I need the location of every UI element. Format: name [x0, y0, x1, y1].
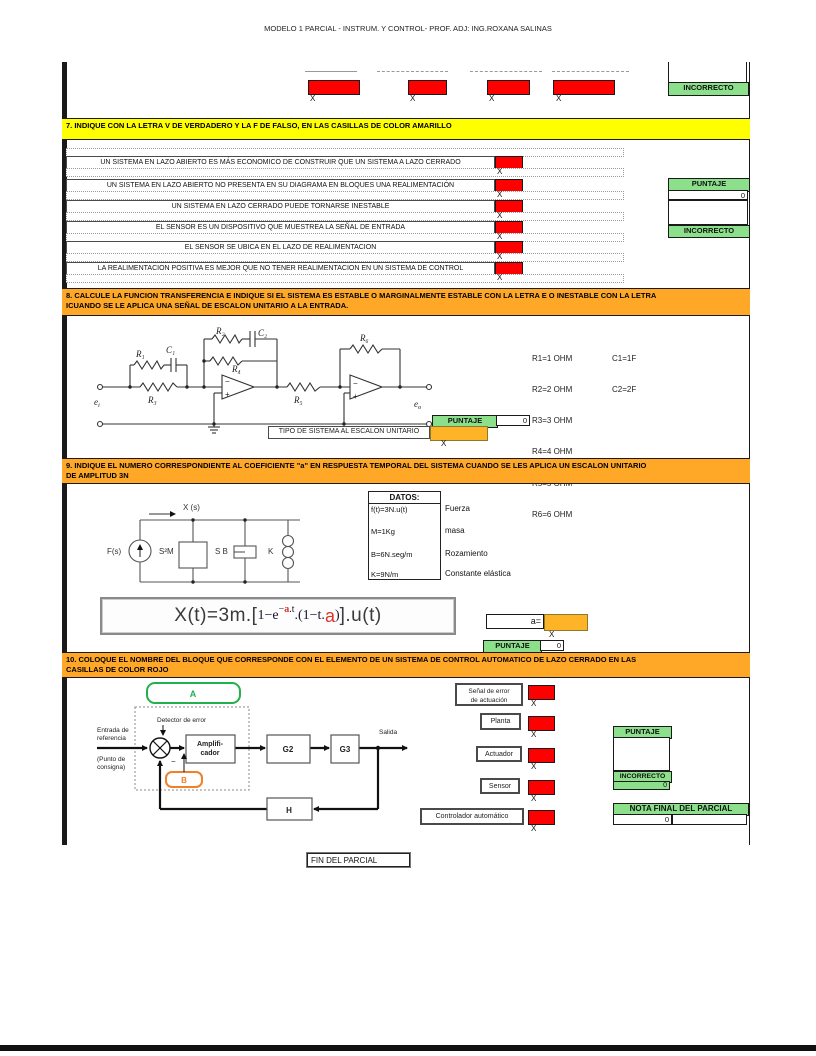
dato-value: B=6N.seg/m [371, 550, 413, 559]
answer-box-red[interactable] [528, 716, 555, 731]
nota-final-value: 0 [613, 814, 672, 825]
q8-banner-line2: ICUANDO SE LE APLICA UNA SEÑAL DE ESCALON UNITARIO A LA ENTRADA. [66, 301, 349, 310]
page-title: MODELO 1 PARCIAL - INSTRUM. Y CONTROL- PROF. ADJ: ING.ROXANA SALINAS [264, 24, 552, 33]
dato-desc: Fuerza [445, 504, 470, 513]
block-a-label: A [189, 689, 197, 699]
spacer-row [66, 191, 624, 200]
salida-label: Salida [379, 729, 398, 736]
r4-label: R₄ [232, 364, 241, 374]
feedback-minus-icon: − [171, 757, 176, 766]
puntaje-label: PUNTAJE [432, 415, 498, 428]
formula-exponent: −a.t [278, 603, 295, 615]
opamp-circuit-diagram [92, 327, 437, 439]
x-mark: X [310, 94, 316, 103]
answer-box-red[interactable] [528, 780, 555, 795]
datos-table [368, 491, 441, 580]
spacer-row [66, 253, 624, 262]
opamp1-plus-icon: + [225, 390, 230, 399]
answer-box-orange[interactable] [430, 426, 488, 441]
incorrecto-value: 0 [613, 781, 670, 790]
tipo-sistema-label: TIPO DE SISTEMA AL ESCALON UNITARIO [268, 426, 430, 439]
opamp1-minus-icon: − [225, 377, 230, 386]
c1-label: C₁ [166, 345, 176, 355]
divider [746, 62, 747, 82]
amplificador-label-line1: Amplifi- [196, 741, 224, 748]
formula-seg4: ].u(t) [339, 605, 382, 626]
fin-del-parcial-label: FIN DEL PARCIAL [307, 853, 410, 867]
mass-label: S²M [159, 547, 174, 556]
nota-final-label: NOTA FINAL DEL PARCIAL [613, 803, 749, 816]
xs-label: X (s) [183, 503, 200, 512]
dato-value: K=9N/m [371, 570, 399, 579]
x-mark: X [531, 730, 537, 739]
x-mark: X [531, 699, 537, 708]
statement-text: UN SISTEMA EN LAZO ABIERTO NO PRESENTA EN SU DIAGRAMA EN BLOQUES UNA REALIMENTACIÓN [66, 179, 495, 193]
puntaje-label: PUNTAJE [668, 178, 750, 192]
x-mark: X [531, 824, 537, 833]
dato-value: M=1Kg [371, 527, 395, 536]
formula-coefficient-a: a [324, 605, 335, 626]
r1-label: R₁ [136, 349, 145, 359]
opamp2-plus-icon: + [353, 392, 358, 401]
answer-box-red[interactable] [528, 810, 555, 825]
response-formula [100, 597, 456, 635]
x-mark: X [497, 211, 503, 220]
divider [305, 71, 357, 72]
spring-label: K [268, 547, 274, 556]
empty-cell [672, 814, 747, 825]
spacer-row [66, 274, 624, 283]
option-label: Planta [480, 713, 521, 730]
answer-box-red[interactable] [553, 80, 615, 95]
c2-label: C₂ [258, 328, 268, 338]
formula-seg3: .(1−t. [294, 608, 325, 623]
x-mark: X [497, 232, 503, 241]
x-mark: X [497, 167, 503, 176]
statement-text: UN SISTEMA EN LAZO CERRADO PUEDE TORNARSE INESTABLE [66, 200, 495, 214]
q9-banner [62, 458, 750, 484]
eo-label: $e_o$ [414, 399, 422, 411]
formula-seg2: 1−e [257, 608, 279, 623]
empty-cell [668, 200, 748, 225]
statement-text: EL SENSOR ES UN DISPOSITIVO QUE MUESTREA LA SEÑAL DE ENTRADA [66, 221, 495, 235]
divider [552, 71, 629, 72]
statement-text: LA REALIMENTACION POSITIVA ES MEJOR QUE NO TENER REALIMENTACION EN UN SISTEMA DE CONTROL [66, 262, 495, 276]
formula-close-paren: ) [334, 608, 340, 623]
answer-box-red[interactable] [408, 80, 447, 95]
r6-label: R₆ [360, 333, 369, 343]
q8-banner-line1: 8. CALCULE LA FUNCION TRANSFERENCIA E INDIQUE SI EL SISTEMA ES ESTABLE O MARGINALMENTE ESTABLE CON LA LETRA E O INESTABLE CON LA LETRA [66, 291, 657, 300]
entrada-label-line1: Entrada de [97, 727, 129, 734]
component-values-resistors: R1=1 OHM R2=2 OHM R3=3 OHM R4=4 OHM R6=6 OHM [532, 353, 573, 519]
x-mark: X [531, 794, 537, 803]
q10-banner-line1: 10. COLOQUE EL NOMBRE DEL BLOQUE QUE CORRESPONDE CON EL ELEMENTO DE UN SISTEMA DE CONTROL AUTOMATICO DE LAZO CERRADO EN LAS [66, 655, 637, 664]
divider [668, 62, 669, 82]
dato-value: f(t)=3N.u(t) [371, 505, 408, 514]
statement-text: UN SISTEMA EN LAZO ABIERTO ES MÁS ECONOMICO DE CONSTRUIR QUE UN SISTEMA A LAZO CERRADO [66, 156, 495, 170]
dato-desc: masa [445, 526, 465, 535]
answer-box-orange[interactable] [544, 614, 588, 631]
puntaje-label: PUNTAJE [613, 726, 672, 739]
datos-header: DATOS: [369, 492, 440, 504]
divider [470, 71, 542, 72]
x-mark: X [497, 273, 503, 282]
x-mark: X [497, 252, 503, 261]
option-label: Señal de error de actuación [455, 683, 523, 706]
answer-box-red[interactable] [528, 685, 555, 700]
option-label: Sensor [480, 778, 520, 794]
x-mark: X [441, 439, 447, 448]
component-values-capacitors: C1=1F C2=2F [612, 353, 637, 395]
status-badge-incorrecto: INCORRECTO [668, 225, 750, 238]
spacer-row [66, 168, 624, 177]
x-mark: X [556, 94, 562, 103]
empty-cell [613, 737, 670, 771]
answer-box-red[interactable] [487, 80, 530, 95]
q10-banner-line2: CASILLAS DE COLOR ROJO [66, 665, 169, 674]
a-equals-label: a= [486, 614, 544, 629]
q7-banner: 7. INDIQUE CON LA LETRA V DE VERDADERO Y LA F DE FALSO, EN LAS CASILLAS DE COLOR AMARILLO [62, 118, 750, 140]
entrada-label-line2: referencia [97, 735, 126, 742]
g3-block-label: G3 [339, 745, 351, 754]
opamp2-minus-icon: − [353, 379, 358, 388]
answer-box-red[interactable] [528, 748, 555, 763]
q9-banner-line2: DE AMPLITUD 3N [66, 471, 129, 480]
g2-block-label: G2 [282, 745, 294, 754]
control-block-diagram [95, 680, 425, 830]
x-mark: X [531, 762, 537, 771]
spacer-row [66, 212, 624, 221]
x-mark: X [410, 94, 416, 103]
r3-label: R₃ [148, 395, 157, 405]
r2-label: R₂ [216, 327, 225, 336]
punto-label-line1: (Punto de [97, 756, 126, 763]
mechanical-system-diagram [105, 494, 315, 590]
option-label: Controlador automático [420, 808, 524, 825]
divider [377, 71, 448, 72]
q10-banner [62, 652, 750, 678]
x-mark: X [489, 94, 495, 103]
q8-banner [62, 288, 750, 316]
dato-desc: Rozamiento [445, 549, 488, 558]
q9-banner-line1: 9. INDIQUE EL NUMERO CORRESPONDIENTE AL COEFICIENTE "a" EN RESPUESTA TEMPORAL DEL SISTEMA CUANDO SE LES APLICA UN ESCALON UNITARIO [66, 461, 647, 470]
dato-desc: Constante elástica [445, 569, 511, 578]
option-label: Actuador [476, 746, 522, 762]
amplificador-label-line2: cador [200, 750, 220, 757]
fs-label: F(s) [107, 547, 122, 556]
statement-text: EL SENSOR SE UBICA EN EL LAZO DE REALIMENTACION [66, 241, 495, 255]
puntaje-label: PUNTAJE [483, 640, 542, 653]
block-b-label: B [181, 776, 187, 785]
answer-box-red[interactable] [308, 80, 360, 95]
puntaje-value: 0 [496, 415, 530, 426]
status-badge-incorrecto: INCORRECTO [668, 82, 749, 96]
x-mark: X [549, 630, 555, 639]
damper-label: S B [215, 547, 228, 556]
puntaje-value: 0 [540, 640, 564, 651]
page-bottom-bar [0, 1045, 816, 1051]
formula-seg1: X(t)=3m.[ [174, 605, 258, 626]
r5-label: R₅ [294, 395, 303, 405]
punto-label-line2: consigna) [97, 764, 126, 771]
h-block-label: H [286, 806, 292, 815]
status-badge-incorrecto: INCORRECTO [613, 771, 672, 783]
puntaje-value: 0 [668, 190, 748, 200]
detector-label: Detector de error [157, 717, 207, 724]
x-mark: X [497, 190, 503, 199]
ei-label: $e_i$ [94, 397, 100, 409]
